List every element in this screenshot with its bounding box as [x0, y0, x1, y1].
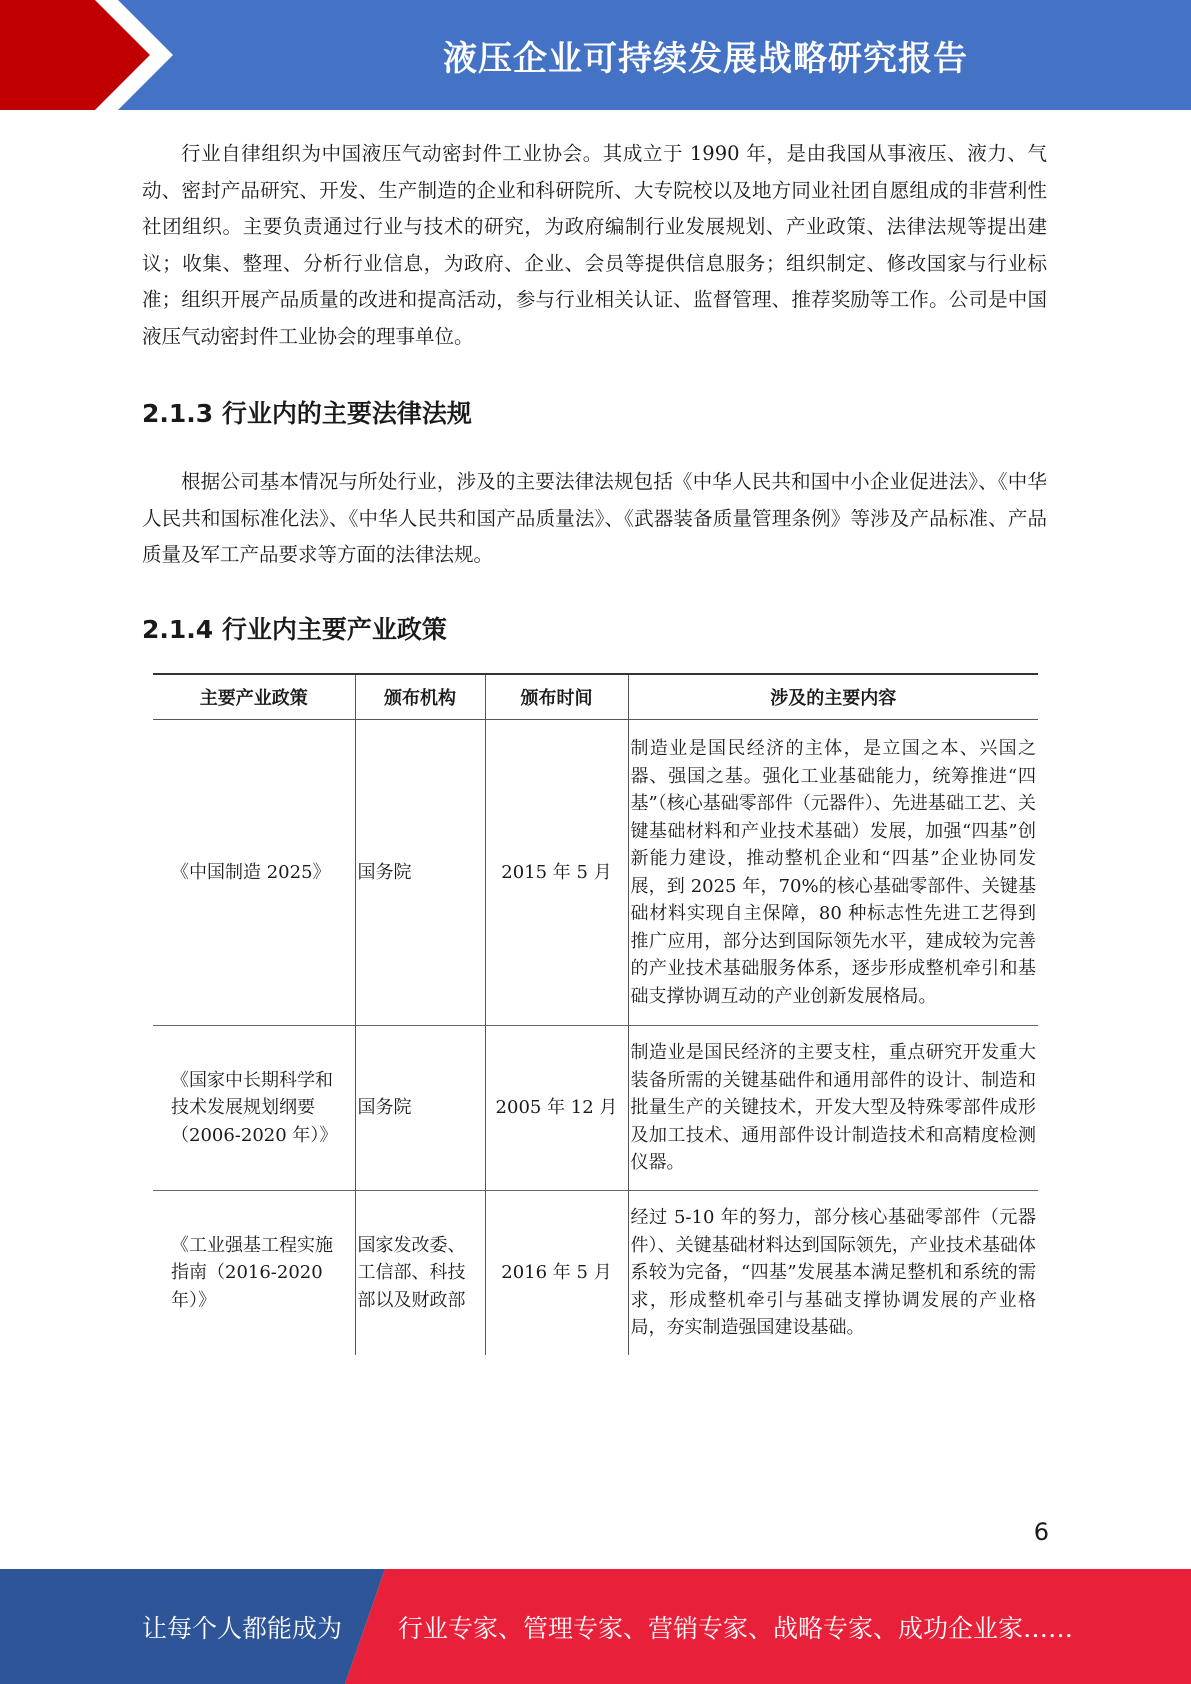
content-cell: 制造业是国民经济的主要支柱，重点研究开发重大装备所需的关键基础件和通用部件的设计、制造和批量生产的关键技术，开发大型及特殊零部件成形及加工技术、通用部件设计制造技术和高精度检测仪器。	[628, 1026, 1038, 1191]
section-heading-2-1-3: 2.1.3 行业内的主要法律法规	[142, 399, 472, 428]
date-cell: 2016 年 5 月	[485, 1191, 628, 1355]
col-header-policy: 主要产业政策	[153, 674, 355, 720]
laws-paragraph: 根据公司基本情况与所处行业，涉及的主要法律法规包括《中华人民共和国中小企业促进法》、《中华人民共和国标准化法》、《中华人民共和国产品质量法》、《武器装备质量管理条例》等涉及产品标准、产品质量及军工产品要求等方面的法律法规。	[142, 470, 1047, 566]
policy-name-cell: 《工业强基工程实施指南（2016-2020 年）》	[171, 1234, 333, 1311]
table-row	[153, 720, 1038, 1026]
table-row	[153, 1026, 1038, 1191]
intro-paragraph: 行业自律组织为中国液压气动密封件工业协会。其成立于 1990 年，是由我国从事液压、液力、气动、密封产品研究、开发、生产制造的企业和科研院所、大专院校以及地方同业社团自愿组成的非营利性社团组织。主要负责通过行业与技术的研究，为政府编制行业发展规划、产业政策、法律法规等提出建议；收集、整理、分析行业信息，为政府、企业、会员等提供信息服务；组织制定、修改国家与行业标准；组织开展产品质量的改进和提高活动，参与行业相关认证、监督管理、推荐奖励等工作。公司是中国液压气动密封件工业协会的理事单位。	[142, 142, 1047, 348]
agency-cell: 国务院	[355, 720, 485, 1026]
date-cell: 2005 年 12 月	[485, 1026, 628, 1191]
section-heading-2-1-4: 2.1.4 行业内主要产业政策	[142, 615, 447, 644]
agency-cell: 国务院	[355, 1026, 485, 1191]
page-footer	[0, 1569, 1191, 1684]
agency-cell: 国家发改委、工信部、科技部以及财政部	[355, 1191, 485, 1355]
col-header-content: 涉及的主要内容	[628, 674, 1038, 720]
policy-name-cell: 《国家中长期科学和技术发展规划纲要（2006-2020 年）》	[153, 1026, 355, 1191]
content-cell: 经过 5-10 年的努力，部分核心基础零部件（元器件）、关键基础材料达到国际领先，产业技术基础体系较为完备，“四基”发展基本满足整机和系统的需求，形成整机牵引与基础支撑协调发展的产业格局，夯实制造强国建设基础。	[628, 1191, 1038, 1355]
policy-table	[153, 673, 1038, 1355]
policy-name-cell: 《中国制造 2025》	[153, 720, 355, 1026]
date-cell: 2015 年 5 月	[485, 720, 628, 1026]
col-header-date: 颁布时间	[485, 674, 628, 720]
col-header-agency: 颁布机构	[355, 674, 485, 720]
footer-slogan-left: 让每个人都能成为	[142, 1613, 343, 1643]
page-number: 6	[1033, 1518, 1049, 1546]
footer-slogan-right: 行业专家、管理专家、营销专家、战略专家、成功企业家……	[398, 1613, 1074, 1643]
table-header-row	[153, 674, 1038, 720]
content-cell: 制造业是国民经济的主体，是立国之本、兴国之器、强国之基。强化工业基础能力，统筹推进“四基”（核心基础零部件（元器件）、先进基础工艺、关键基础材料和产业技术基础）发展，加强“四基”创新能力建设，推动整机企业和“四基”企业协同发展，到 2025 年，70%的核心基础零部件、关键基础材料实现自主保障，80 种标志性先进工艺得到推广应用，部分达到国际领先水平，建成较为完善的产业技术基础服务体系，逐步形成整机牵引和基础支撑协调互动的产业创新发展格局。	[628, 720, 1038, 1026]
page-header	[0, 0, 1191, 110]
table-row	[153, 1191, 1038, 1355]
report-title: 液压企业可持续发展战略研究报告	[443, 38, 968, 79]
